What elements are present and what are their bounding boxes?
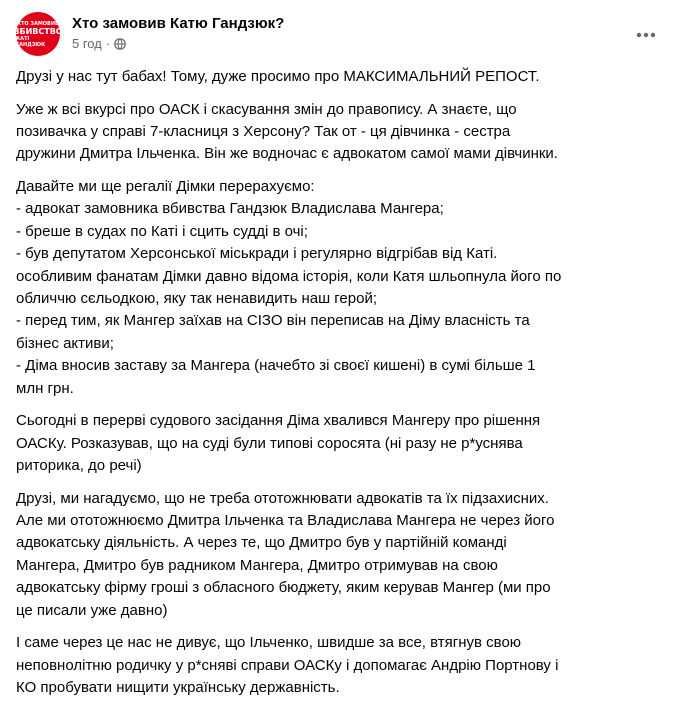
post-paragraph-1: Друзі у нас тут бабах! Тому, дуже просимо про МАКСИМАЛЬНИЙ РЕПОСТ. bbox=[16, 68, 540, 85]
post-header bbox=[13, 12, 660, 56]
more-dots-icon bbox=[636, 25, 656, 43]
avatar-logo-line-1: ХТО ЗАМОВИВ bbox=[17, 20, 59, 27]
globe-icon[interactable] bbox=[114, 38, 126, 50]
page-avatar[interactable] bbox=[13, 12, 63, 56]
post-text bbox=[16, 66, 662, 710]
post-paragraph-3: Давайте ми ще регалії Дімки перерахуємо: - адвокат замовника вбивства Гандзюк Владислава Мангера; - бреше в судах по Каті і сцить судді в очі; - був депутатом Херсонської міськради і регулярно відгрібав від Каті. особливим фанатам Дімки давно відома історія, коли Катя шльопнула його по обличчю сєльодкою, яку так ненавидить наш герой; - перед тим, як Мангер заїхав на СІЗО він переписав на Діму власність та бізнес активи; - Діма вносив заставу за Мангера (начебто зі своєї кишені) в сумі більше 1 млн грн. bbox=[16, 178, 562, 397]
post-meta bbox=[72, 36, 126, 52]
post-paragraph-5: Друзі, ми нагадуємо, що не треба ототожнювати адвокатів та їх підзахисних. Але ми ототожнюємо Дмитра Ільченка та Владислава Мангера не через його адвокатську діяльність. А через те, що Дмитро був у партійній команді Мангера, Дмитро був радником Мангера, Дмитро отримував на свою адвокатську фірму гроші з обласного бюджету, яким керував Мангер (ми про це писали уже давно) bbox=[16, 489, 555, 619]
avatar-logo-line-2: ВБИВСТВО bbox=[13, 26, 63, 36]
post-timestamp-link[interactable]: 5 год bbox=[72, 36, 102, 51]
more-options-button[interactable] bbox=[628, 16, 664, 52]
avatar-logo-line-3: КАТІ ГАНДЗЮК bbox=[16, 35, 46, 48]
meta-separator: · bbox=[105, 36, 111, 51]
page-name-link[interactable]: Хто замовив Катю Гандзюк? bbox=[72, 15, 285, 32]
post-paragraph-6: І саме через це нас не дивує, що Ільченко, швидше за все, втягнув свою неповнолітню родичку у р*сняві справи ОАСКу і допомагає Андрію Портнову і КО пробувати нищити українську державність. bbox=[16, 634, 559, 697]
post-paragraph-4: Сьогодні в перерві судового засідання Діма хвалився Мангеру про рішення ОАСКу. Розказував, що на суді були типові соросята (ні разу не р*уснява риторика, до речі) bbox=[16, 412, 541, 475]
post-paragraph-2: Уже ж всі вкурсі про ОАСК і скасування змін до правопису. А знаєте, що позивачка у справі 7-класниця з Херсону? Так от - ця дівчинка - сестра дружини Дмитра Ільченка. Він же водночас є адвокатом самої мами дівчинки. bbox=[16, 100, 558, 163]
